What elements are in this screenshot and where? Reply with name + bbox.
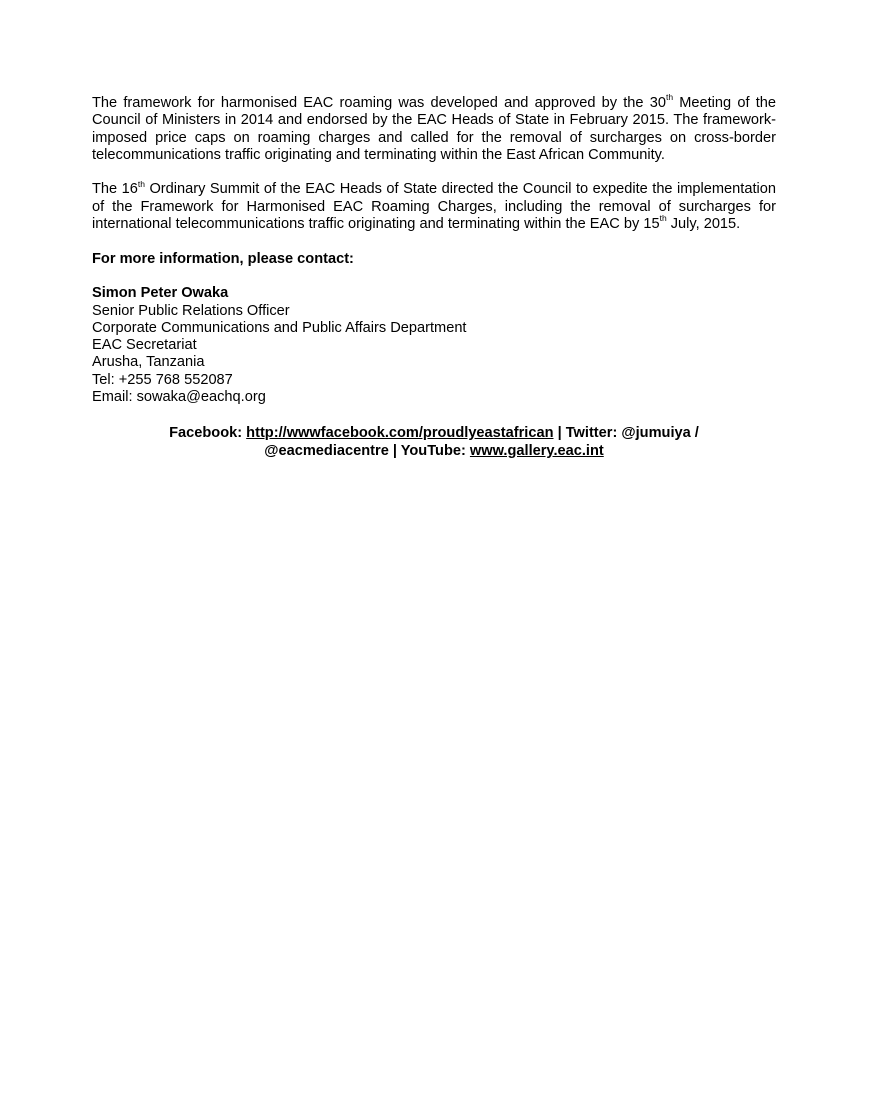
contact-email: Email: sowaka@eachq.org (92, 389, 266, 406)
paragraph-text: July, 2015. (666, 216, 741, 233)
paragraph-text: The framework for harmonised EAC roaming was developed and approved by the 30 (92, 95, 666, 111)
youtube-link[interactable]: www.gallery.eac.int (469, 442, 604, 459)
facebook-link[interactable]: http://wwwfacebook.com/proudlyeastafrican (246, 424, 554, 441)
contact-tel: Tel: +255 768 552087 (92, 371, 233, 388)
contact-department: Corporate Communications and Public Affairs Department (92, 319, 467, 336)
ordinal-suffix: th (665, 92, 674, 103)
paragraph-text: The 16 (92, 181, 138, 198)
paragraph-text: Ordinary Summit of the EAC Heads of State directed the Council to expedite the implementation of the Framework for Harmonised EAC Roaming Charges, including the removal of surcharges for international telecommunications traffic originating and terminating within the EAC by 15 (92, 181, 776, 233)
contact-name: Simon Peter Owaka (92, 285, 229, 302)
facebook-label: Facebook: (169, 424, 247, 441)
social-footer (92, 424, 776, 460)
contact-heading: For more information, please contact: (92, 250, 354, 267)
paragraph-text: Meeting of the Council of Ministers in 2014 and endorsed by the EAC Heads of State in February 2015. The framework-imposed price caps on roaming charges and called for the removal of surcharges on cross-border telecommunications traffic originating and terminating within the East African Community. (92, 95, 776, 163)
ordinal-suffix: th (659, 213, 667, 224)
ordinal-suffix: th (137, 178, 145, 189)
paragraph-summit-directive (92, 178, 776, 233)
contact-title: Senior Public Relations Officer (92, 302, 290, 319)
contact-block (92, 285, 776, 406)
paragraph-roaming-framework (92, 92, 776, 164)
document-page (92, 92, 776, 460)
contact-location: Arusha, Tanzania (92, 354, 205, 371)
contact-organization: EAC Secretariat (92, 337, 197, 354)
twitter-youtube-text: | Twitter: @jumuiya / @eacmediacentre | YouTube: (264, 424, 699, 459)
